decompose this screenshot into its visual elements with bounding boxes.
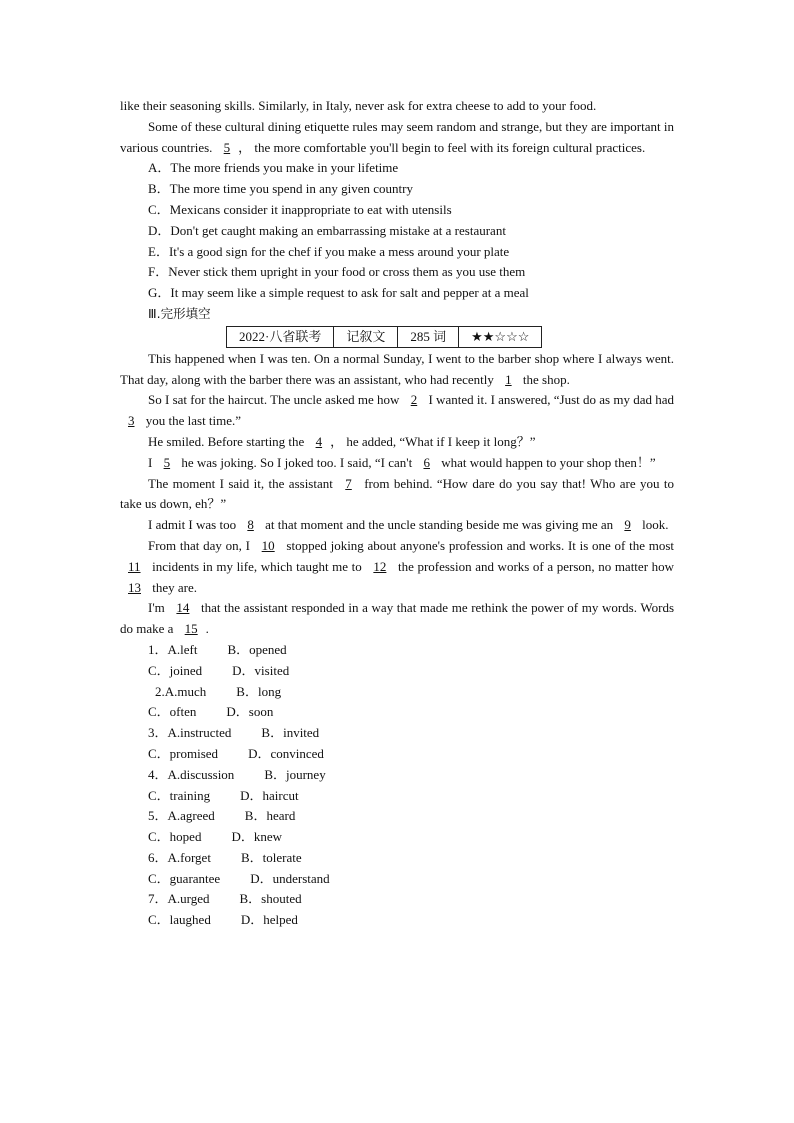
question-option-row: 1．A.left B．opened xyxy=(148,641,287,657)
blank-1: 1 xyxy=(505,371,512,387)
seven-choose-five-options xyxy=(120,158,674,304)
intro-paragraph: Some of these cultural dining etiquette rules may seem random and strange, but they are important in various countries. 5 ， the more comfortable you'll begin to feel with its foreign cultural practices. xyxy=(120,118,674,155)
question-option-row: C．guarantee D．understand xyxy=(148,870,330,886)
info-difficulty: ★★☆☆☆ xyxy=(459,326,542,347)
blank-7: 7 xyxy=(345,475,352,491)
blank-10: 10 xyxy=(261,537,275,553)
question-option-row: C．promised D．convinced xyxy=(148,745,324,761)
blank-14: 14 xyxy=(176,600,190,616)
info-source: 2022·八省联考 xyxy=(227,326,334,347)
passage-paragraph-4: I 5 he was joking. So I joked too. I said, “I can't 6 what would happen to your shop then！” xyxy=(148,454,656,470)
intro-line: like their seasoning skills. Similarly, in Italy, never ask for extra cheese to add to your food. xyxy=(120,98,597,113)
info-genre: 记叙文 xyxy=(334,326,398,347)
passage-paragraph-1: This happened when I was ten. On a normal Sunday, I went to the barber shop where I always went. That day, along with the barber there was an assistant, who had recently 1 the shop. xyxy=(120,350,674,387)
blank-5b: 5 xyxy=(163,454,171,470)
blank-13: 13 xyxy=(128,579,141,595)
option-f: F．Never stick them upright in your food or cross them as you use them xyxy=(148,264,526,280)
blank-11: 11 xyxy=(128,558,141,574)
info-word-count: 285 词 xyxy=(398,326,459,347)
question-option-row: 7．A.urged B．shouted xyxy=(148,891,302,907)
question-option-row: 6．A.forget B．tolerate xyxy=(148,849,302,865)
option-a: A．The more friends you make in your lifetime xyxy=(148,160,399,176)
blank-6: 6 xyxy=(423,454,430,470)
option-g: G．It may seem like a simple request to ask for salt and pepper at a meal xyxy=(148,285,529,301)
blank-8: 8 xyxy=(247,517,254,533)
blank-5: 5 xyxy=(223,139,231,155)
blank-2: 2 xyxy=(410,392,418,408)
passage-paragraph-7: From that day on, I 10 stopped joking about anyone's profession and works. It is one of the most 11 incidents in my life, which taught me to 12 the profession and works of a person, no matter how 13 they are. xyxy=(120,536,674,598)
passage-info-table xyxy=(226,326,542,348)
passage-paragraph-6: I admit I was too 8 at that moment and the uncle standing beside me was giving me an 9 look. xyxy=(148,517,669,533)
option-e: E．It's a good sign for the chef if you make a mess around your plate xyxy=(148,243,510,259)
section-heading: Ⅲ.完形填空 xyxy=(148,305,211,321)
question-option-row: C．laughed D．helped xyxy=(148,912,298,928)
passage-paragraph-5: The moment I said it, the assistant 7 from behind. “How dare do you say that! Who are you to take us down, eh？” xyxy=(120,475,675,512)
option-c: C．Mexicans consider it inappropriate to eat with utensils xyxy=(148,201,452,217)
option-b: B．The more time you spend in any given country xyxy=(148,181,414,197)
passage-paragraph-8: I'm 14 that the assistant responded in a way that made me rethink the power of my words. Words do make a 15 . xyxy=(120,600,674,637)
passage-paragraph-3: He smiled. Before starting the 4 ， he added, “What if I keep it long？” xyxy=(148,433,536,449)
question-options xyxy=(120,640,674,931)
page-content xyxy=(120,96,674,931)
passage-paragraph-2: So I sat for the haircut. The uncle asked me how 2 I wanted it. I answered, “Just do as my dad had 3 you the last time.” xyxy=(120,390,674,432)
question-option-row: C．training D．haircut xyxy=(148,787,299,803)
option-d: D．Don't get caught making an embarrassing mistake at a restaurant xyxy=(148,222,506,238)
blank-12: 12 xyxy=(373,558,387,574)
question-option-row: C．joined D．visited xyxy=(148,662,290,678)
question-option-row: 3．A.instructed B．invited xyxy=(148,725,320,741)
question-option-row: 2.A.much B．long xyxy=(155,683,282,699)
blank-3: 3 xyxy=(128,413,135,429)
question-option-row: C．hoped D．knew xyxy=(148,829,282,845)
blank-9: 9 xyxy=(624,517,631,533)
question-option-row: C．often D．soon xyxy=(148,704,274,720)
blank-15: 15 xyxy=(184,621,198,637)
cloze-passage xyxy=(120,349,674,640)
question-option-row: 5．A.agreed B．heard xyxy=(148,808,296,824)
blank-4: 4 xyxy=(315,433,323,449)
question-option-row: 4．A.discussion B．journey xyxy=(148,766,326,782)
